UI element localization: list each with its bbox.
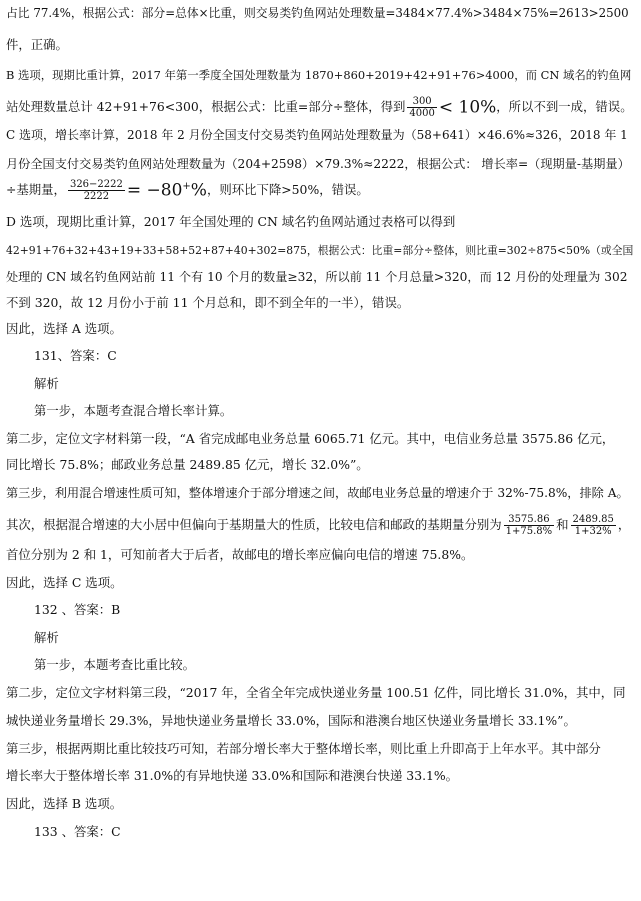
text-line: 第一步，本题考查混合增长率计算。 [34, 403, 233, 418]
text-segment: ， [617, 517, 631, 532]
text-segment: ÷基期量， [6, 182, 66, 198]
fraction [407, 96, 436, 119]
section-label: 解析 [34, 376, 59, 391]
section-label: 解析 [34, 630, 59, 645]
answer-heading: 131、答案：C [34, 348, 117, 363]
fraction-denominator: 2222 [83, 191, 110, 203]
text-line: 处理的 CN 域名钓鱼网站前 11 个有 10 个月的数量≥32，所以前 11 个月总量>320，而 12 月份的处理量为 302 [6, 270, 628, 284]
relation: = −80 [126, 180, 183, 201]
text-line: 因此，选择 B 选项。 [6, 796, 123, 811]
text-line: 月份全国支付交易类钓鱼网站处理数量为（204+2598）×79.3%≈2222，根据公式： 增长率=（现期量-基期量） [6, 157, 630, 171]
text-segment: ，则环比下降>50%，错误。 [206, 182, 369, 198]
text-segment: 其次，根据混合增速的大小居中但偏向于基期量大的性质，比较电信和邮政的基期量分别为 [6, 517, 502, 532]
text-line: 第一步，本题考查比重比较。 [34, 657, 196, 672]
text-line: 因此，选择 C 选项。 [6, 575, 123, 590]
text-line: 42+91+76+32+43+19+33+58+52+87+40+302=875，根据公式：比重=部分÷整体，则比重=302÷875<50%（或全国 [6, 244, 634, 257]
text-line: 增长率大于整体增长率 31.0%的有异地快递 33.0%和国际和港澳台快递 33.1%。 [6, 768, 459, 783]
answer-heading: 133 、答案：C [34, 824, 121, 839]
text-line: 首位分别为 2 和 1，可知前者大于后者，故邮电的增长率应偏向电信的增速 75.8%。 [6, 547, 474, 562]
text-segment: 站处理数量总计 42+91+76<300，根据公式：比重=部分÷整体，得到 [6, 99, 406, 114]
text-line: B 选项，现期比重计算，2017 年第一季度全国处理数量为 1870+860+2019+42+91+76>4000，而 CN 域名的钓鱼网 [6, 68, 632, 82]
superscript: + [182, 181, 191, 192]
text-line: 同比增长 75.8%；邮政业务总量 2489.85 亿元，增长 32.0%”。 [6, 457, 369, 472]
fraction-numerator: 326−2222 [69, 179, 123, 191]
fraction [571, 514, 616, 537]
text-segment: ，所以不到一成，错误。 [496, 99, 633, 114]
relation: < 10% [438, 97, 497, 118]
text-line: 第三步，利用混合增速性质可知，整体增速介于部分增速之间，故邮电业务总量的增速介于 32%-75.8%，排除 A。 [6, 486, 629, 500]
text-line: D 选项，现期比重计算，2017 年全国处理的 CN 域名钓鱼网站通过表格可以得到 [6, 214, 456, 229]
fraction-denominator: 4000 [409, 108, 435, 119]
percent-sign: % [190, 180, 207, 201]
text-segment: 和 [556, 517, 569, 532]
text-line: 件，正确。 [6, 37, 68, 52]
fraction-denominator: 1+75.8% [505, 526, 553, 537]
fraction-numerator: 3575.86 [504, 514, 555, 526]
fraction-denominator: 1+32% [574, 526, 612, 537]
formula-line [6, 96, 635, 119]
text-line: 城快递业务量增长 29.3%，异地快递业务量增长 33.0%，国际和港澳台地区快递业务量增长 33.1%”。 [6, 713, 576, 728]
formula-line [6, 178, 635, 202]
text-line: 第三步，根据两期比重比较技巧可知，若部分增长率大于整体增长率，则比重上升即高于上年水平。其中部分 [6, 741, 601, 756]
text-line: C 选项，增长率计算，2018 年 2 月份全国支付交易类钓鱼网站处理数量为（58+641）×46.6%≈326，2018 年 1 [6, 128, 628, 142]
text-line: 第二步，定位文字材料第一段，“A 省完成邮电业务总量 6065.71 亿元。其中，电信业务总量 3575.86 亿元， [6, 431, 615, 446]
fraction [504, 514, 555, 537]
answer-heading: 132 、答案：B [34, 602, 121, 617]
text-line: 因此，选择 A 选项。 [6, 321, 122, 336]
formula-line [6, 514, 635, 537]
text-line: 不到 320，故 12 月份小于前 11 个月总和，即不到全年的一半），错误。 [6, 295, 410, 310]
fraction-numerator: 300 [407, 96, 436, 108]
fraction [68, 179, 125, 202]
text-line: 第二步，定位文字材料第三段，“2017 年，全省全年完成快递业务量 100.51 亿件，同比增长 31.0%，其中，同 [6, 685, 626, 700]
fraction-numerator: 2489.85 [572, 514, 614, 525]
text-line: 占比 77.4%，根据公式：部分=总体×比重，则交易类钓鱼网站处理数量=3484×77.4%>3484×75%=2613>2500 [6, 6, 629, 20]
